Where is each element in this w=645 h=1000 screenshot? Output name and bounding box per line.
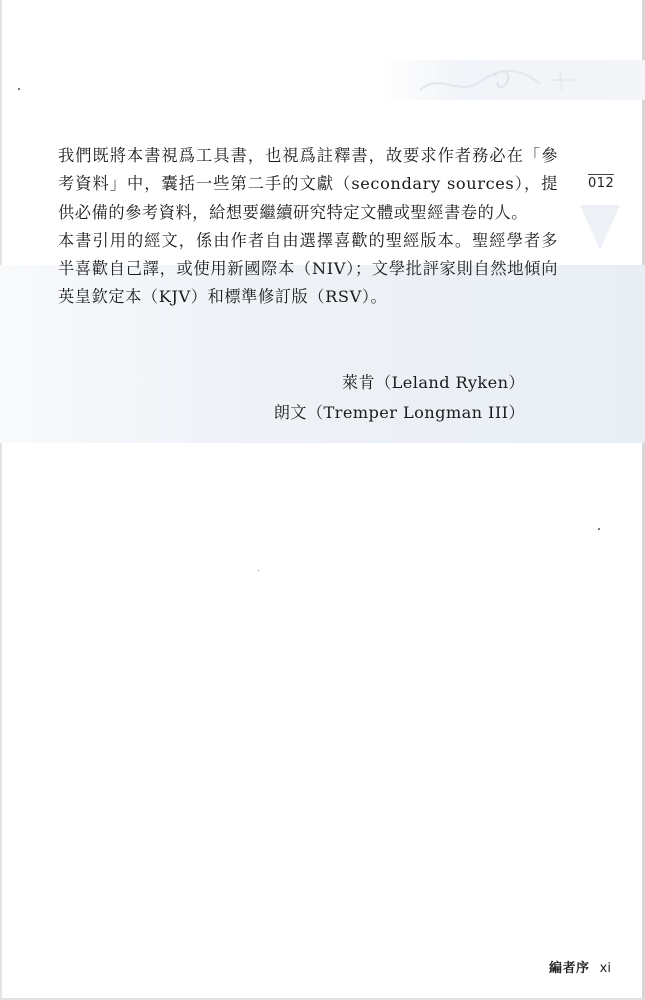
decorative-watermark-icon xyxy=(570,195,630,255)
paragraph: 本書引用的經文，係由作者自由選擇喜歡的聖經版本。聖經學者多半喜歡自己譯，或使用新國際本（NIV）；文學批評家則自然地傾向英皇欽定本（KJV）和標準修訂版（RSV）。 xyxy=(58,230,558,307)
signature-ryken: 萊肯（Leland Ryken） xyxy=(341,373,525,392)
footer-page-roman: xi xyxy=(599,961,611,976)
running-footer xyxy=(549,957,611,976)
page-number: 012 xyxy=(588,176,615,191)
scan-speck xyxy=(258,570,259,571)
signature-longman: 朗文（Tremper Longman III） xyxy=(273,403,525,422)
paragraph: 我們既將本書視爲工具書，也視爲註釋書，故要求作者務必在「參考資料」中，囊括一些第二手的文獻（secondary sources），提供必備的參考資料，給想要繼續研究特定文體或聖經書卷的人。 xyxy=(58,146,558,222)
body-text xyxy=(58,142,558,312)
signatures xyxy=(274,368,525,428)
scan-speck xyxy=(18,88,20,90)
scan-speck xyxy=(598,528,600,530)
footer-title: 編者序 xyxy=(549,961,590,976)
decorative-scribble-icon xyxy=(400,62,600,102)
